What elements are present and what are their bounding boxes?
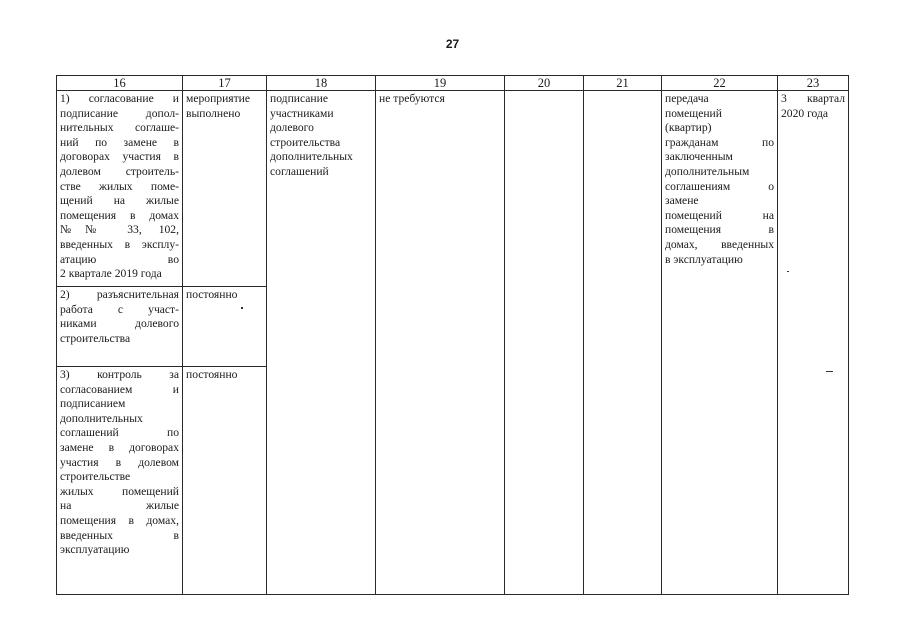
cell-text-line: помещения в домах, <box>60 513 179 527</box>
cell-text-line: эксплуатацию <box>60 543 130 557</box>
cell-text-line: введенных в <box>60 528 179 542</box>
column-header-19: 19 <box>376 76 505 91</box>
cell-text-line: работа с участ- <box>60 302 179 316</box>
cell-text-line: стве жилых поме- <box>60 179 179 193</box>
column-header-20: 20 <box>505 76 584 91</box>
cell-text-line: никами долевого <box>60 317 179 331</box>
cell-text-line: дополнительным <box>665 164 750 178</box>
cell-text-line: в эксплуатацию <box>665 252 743 266</box>
cell-text-line: ний по замене в <box>60 135 179 149</box>
column-header-18: 18 <box>267 76 376 91</box>
cell-text-line: замене в договорах <box>60 440 179 454</box>
cell-text-line: 2 квартале 2019 года <box>60 267 162 281</box>
cell-text-line: 2020 года <box>781 106 829 120</box>
cell-text-line: долевого <box>270 121 314 135</box>
empty-cell-21 <box>584 91 662 595</box>
result-cell <box>662 91 778 595</box>
cell-text-line: передача <box>665 92 709 105</box>
action-cell <box>267 91 376 595</box>
column-header-21: 21 <box>584 76 662 91</box>
scan-mark <box>826 371 833 372</box>
status-cell <box>183 91 267 287</box>
column-header-22: 22 <box>662 76 778 91</box>
scan-mark <box>787 271 789 272</box>
cell-text-line: замене <box>665 194 699 208</box>
cell-text-line: 3 квартал <box>781 92 845 105</box>
cell-text-line: выполнено <box>186 106 241 120</box>
header-row <box>57 76 849 91</box>
empty-cell-20 <box>505 91 584 595</box>
cell-text-line: соглашений <box>270 164 329 178</box>
cell-text-line: подписание допол- <box>60 106 179 120</box>
cell-text-line: соглашений по <box>60 426 179 440</box>
deadline-cell <box>778 91 849 595</box>
column-header-17: 17 <box>183 76 267 91</box>
measure-cell <box>57 91 183 287</box>
cell-text-line: гражданам по <box>665 135 774 149</box>
scan-mark <box>241 307 243 309</box>
cell-text-line: не требуются <box>379 92 445 105</box>
cell-text-line: помещений на <box>665 208 774 222</box>
status-cell <box>183 287 267 367</box>
cell-text-line: подписанием <box>60 397 126 411</box>
requirement-cell <box>376 91 505 595</box>
column-header-23: 23 <box>778 76 849 91</box>
cell-text-line: нительных соглаше- <box>60 121 179 135</box>
cell-text-line: домах, введенных <box>665 237 774 251</box>
cell-text-line: участия в долевом <box>60 455 179 469</box>
cell-text-line: участниками <box>270 106 334 120</box>
cell-text-line: 1) согласование и <box>60 92 179 105</box>
cell-text-line: 3) контроль за <box>60 368 179 381</box>
cell-text-line: соглашениям о <box>665 179 774 193</box>
cell-text-line: постоянно <box>186 288 238 301</box>
cell-text-line: помещения в <box>665 223 774 237</box>
column-header-16: 16 <box>57 76 183 91</box>
cell-text-line: на жилые <box>60 499 179 513</box>
cell-text-line: щений на жилые <box>60 194 179 208</box>
cell-text-line: долевом строитель- <box>60 164 179 178</box>
cell-text-line: постоянно <box>186 368 238 381</box>
cell-text-line: строительства <box>270 135 341 149</box>
cell-text-line: жилых помещений <box>60 484 179 498</box>
cell-text-line: введенных в эксплу- <box>60 237 179 251</box>
cell-text-line: (квартир) <box>665 121 712 135</box>
status-cell <box>183 367 267 595</box>
measure-cell <box>57 287 183 367</box>
cell-text-line: строительстве <box>60 470 131 484</box>
cell-text-line: договорах участия в <box>60 150 179 164</box>
cell-text-line: подписание <box>270 92 328 105</box>
cell-text-line: заключенным <box>665 150 733 164</box>
measure-cell <box>57 367 183 595</box>
cell-text-line: помещений <box>665 106 722 120</box>
cell-text-line: 2) разъяснительная <box>60 288 179 301</box>
cell-text-line: согласованием и <box>60 382 179 396</box>
cell-text-line: атацию во <box>60 252 179 266</box>
cell-text-line: помещения в домах <box>60 208 179 222</box>
document-table <box>56 75 849 595</box>
cell-text-line: №№ 33, 102, <box>60 223 179 237</box>
cell-text-line: дополнительных <box>60 411 143 425</box>
page-number: 27 <box>445 37 460 51</box>
cell-text-line: строительства <box>60 331 131 345</box>
cell-text-line: мероприятие <box>186 92 251 105</box>
table-row <box>57 91 849 287</box>
cell-text-line: дополнительных <box>270 150 353 164</box>
